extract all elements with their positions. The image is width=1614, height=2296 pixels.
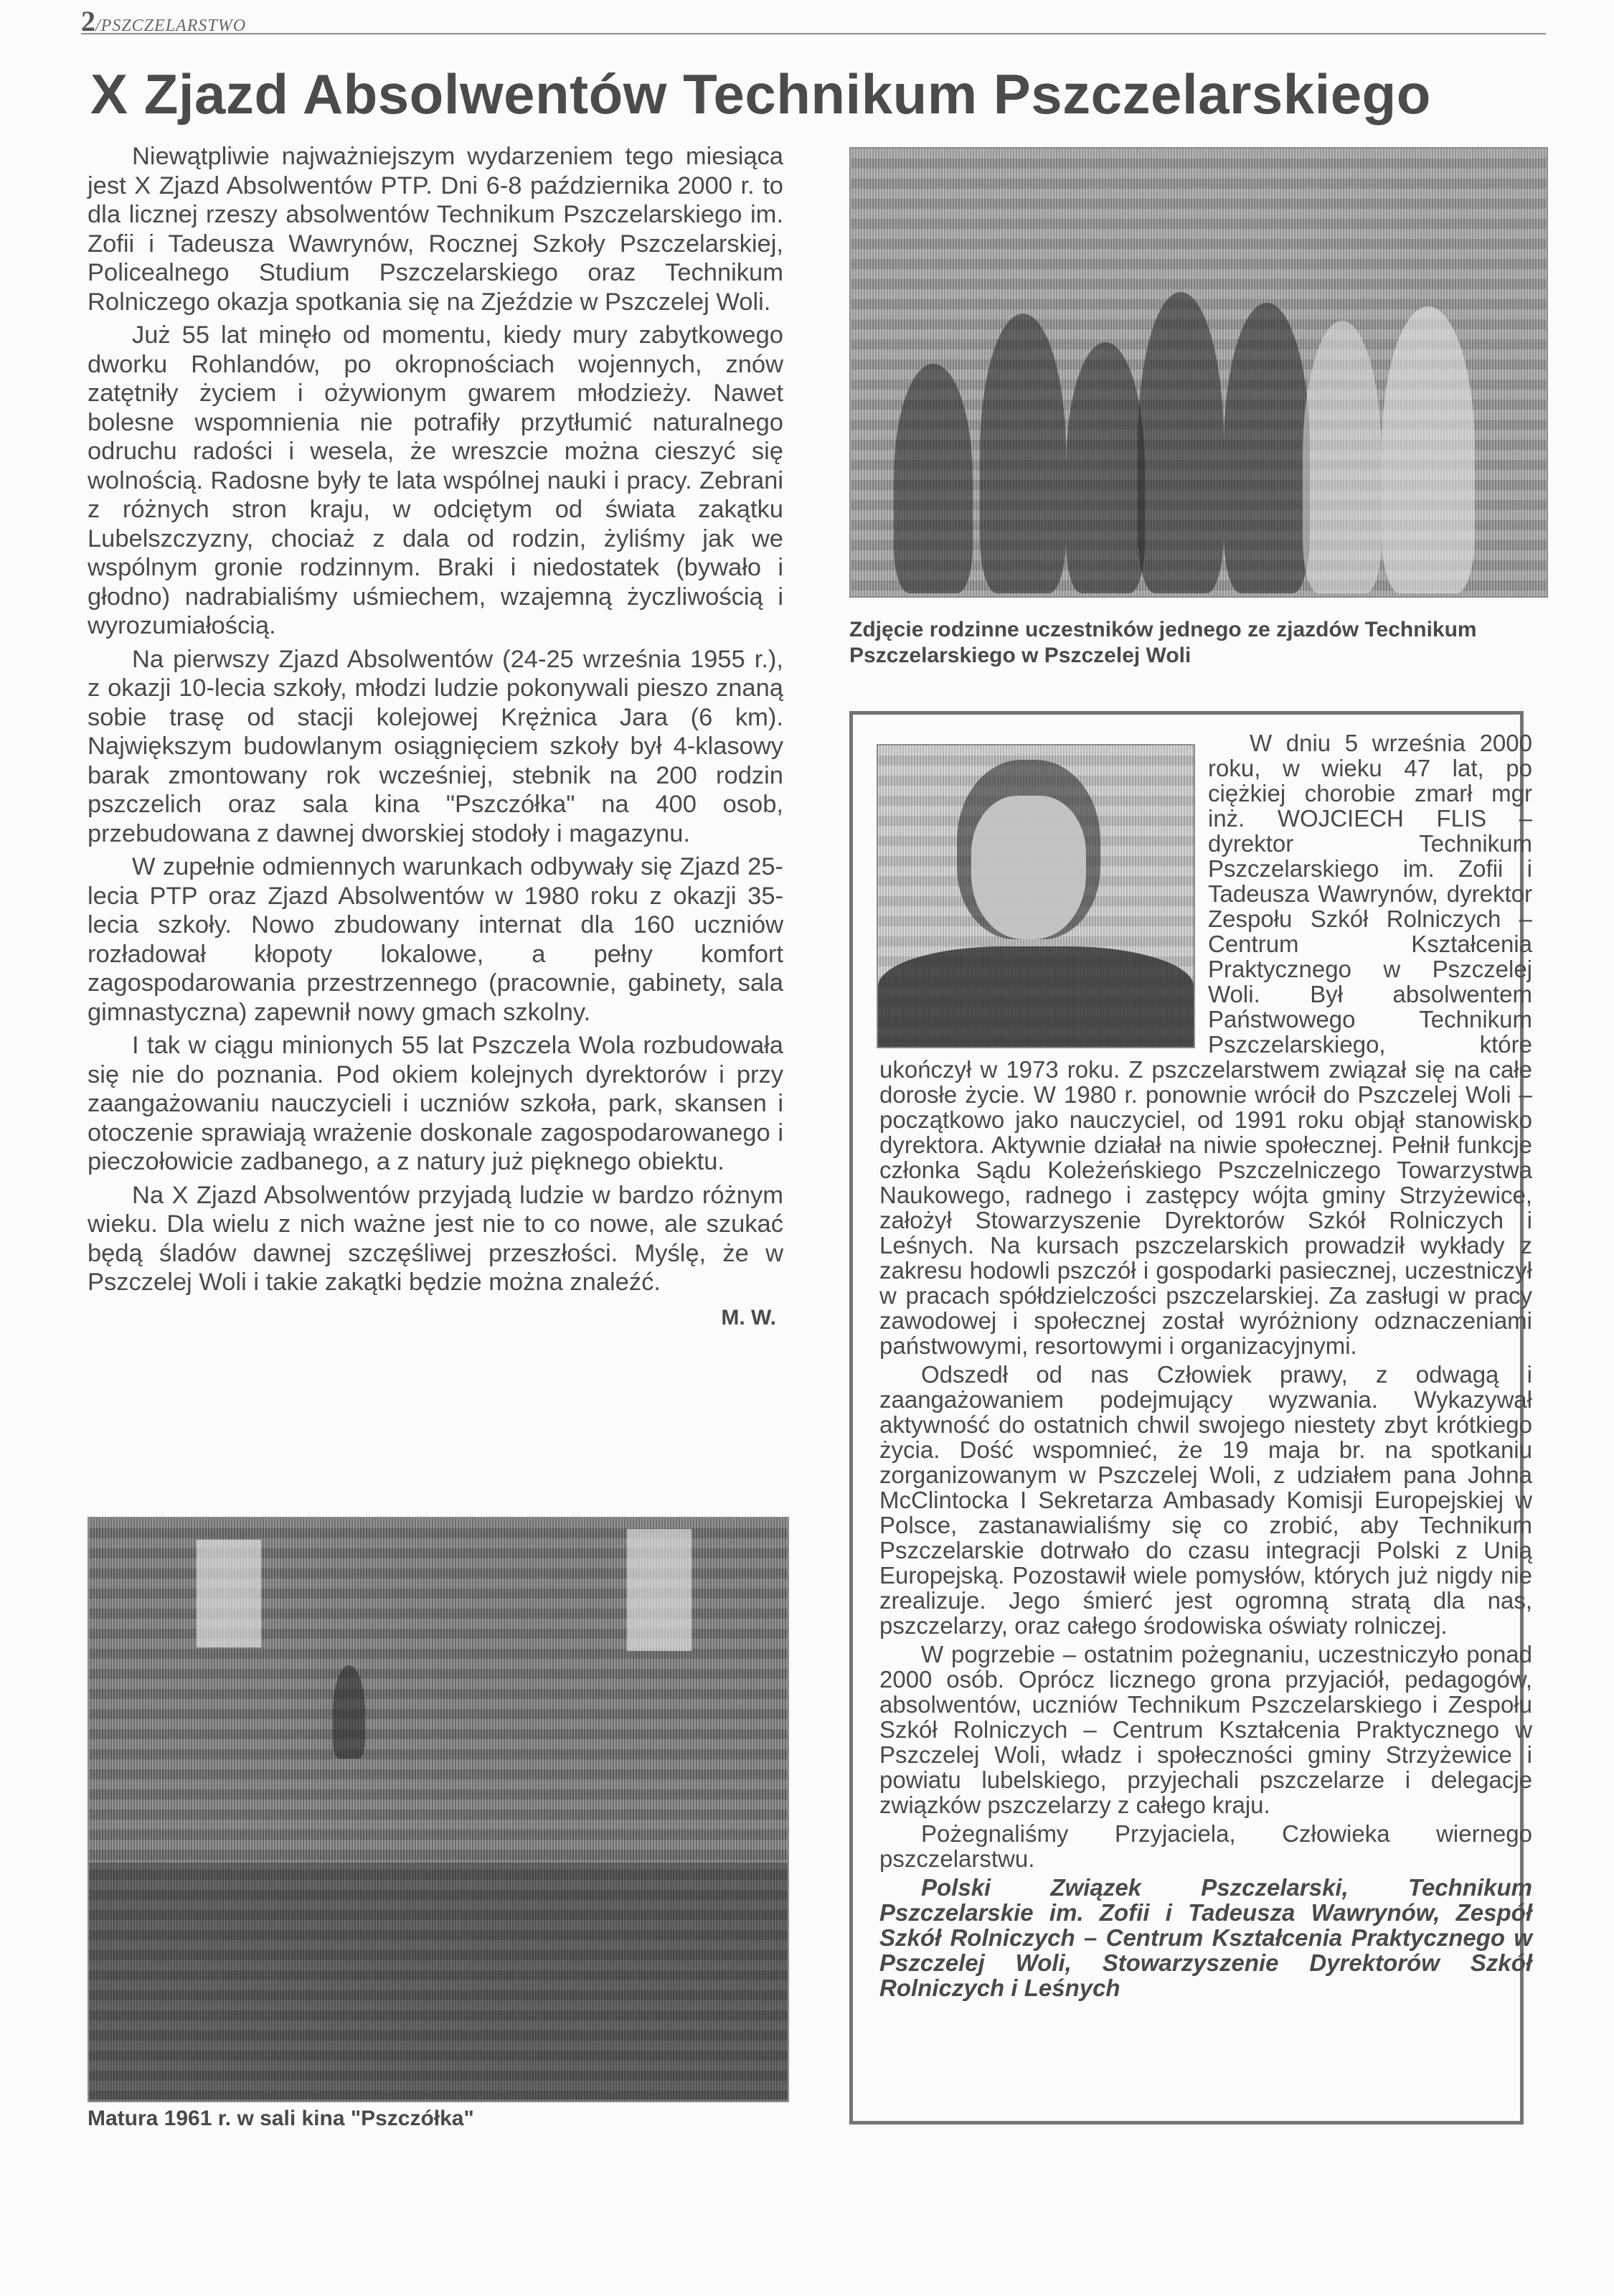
page-header <box>81 4 1546 37</box>
article-paragraph: Niewątpliwie najważniejszym wydarzeniem tego miesiąca jest X Zjazd Absolwentów PTP. Dni 6-8 października 2000 r. to dla licznej rzeszy absolwentów Technikum Pszczelarskiego im. Zofii i Tadeusza Wawrynów, Rocznej Szkoły Pszczelarskiej, Policealnego Studium Pszczelarskiego oraz Technikum Rolniczego okazja spotkania się na Zjeździe w Pszczelej Woli. <box>88 143 783 316</box>
teacher-silhouette <box>333 1665 365 1759</box>
matura-photo <box>88 1517 789 2102</box>
person-silhouette <box>1303 321 1382 593</box>
window <box>197 1540 261 1647</box>
desks-area <box>89 1863 788 2099</box>
article-paragraph: I tak w ciągu minionych 55 lat Pszczela Wola rozbudowała się nie do poznania. Pod okiem kolejnych dyrektorów i przy zaangażowaniu nauczycieli i uczniów szkoła, park, skansen i otoczenie sprawiają wrażenie doskonale zagospodarowanego i pieczołowicie zadbanego, a z natury już pięknego obiektu. <box>88 1032 783 1175</box>
article-paragraph: Już 55 lat minęło od momentu, kiedy mury zabytkowego dworku Rohlandów, po okropnościach wojennych, znów zatętniły życiem i ożywionym gwarem młodzieży. Nawet bolesne wspomnienia nie potrafiły przytłumić naturalnego odruchu radości i wesela, że wreszcie można cieszyć się wolnością. Radosne były te lata wspólnej nauki i pracy. Zebrani z różnych stron kraju, w odciętym od świata zakątku Lubelszczyzny, chociaż z dala od rodzin, żyliśmy jak we wspólnym gronie rodzinnym. Braki i niedostatek (bywało i głodno) nadrabialiśmy uśmiechem, wzajemną życzliwością i wyrozumiałością. <box>88 321 783 639</box>
person-silhouette <box>1224 303 1310 593</box>
obituary-paragraph: Pożegnaliśmy Przyjaciela, Człowieka wiernego pszczelarstwu. <box>879 1820 1532 1872</box>
article-paragraph: W zupełnie odmiennych warunkach odbywały się Zjazd 25-lecia PTP oraz Zjazd Absolwentów w 1980 roku z okazji 35-lecia szkoły. Nowo zbudowany internat dla 160 uczniów rozładował kłopoty lokalowe, a pełny komfort zagospodarowania przestrzennego (pracownie, gabinety, sala gimnastyczna) zapewnił nowy gmach szkolny. <box>88 853 783 1026</box>
person-silhouette <box>1382 306 1475 593</box>
article-body <box>88 142 783 1330</box>
obituary-paragraph: W dniu 5 września 2000 roku, w wieku 47 lat, po ciężkiej chorobie zmarł mgr inż. WOJCIECH FLIS – dyrektor Technikum Pszczelarskiego im. Zofii i Tadeusza Wawrynów, dyrektor Zespołu Szkół Rolniczych – Centrum Kształcenia Praktycznego w Pszczelej Woli. Był absolwentem Państwowego Technikum Pszczelarskiego, które ukończył w 1973 roku. Z pszczelarstwem związał się na całe dorosłe życie. W 1980 r. ponownie wrócił do Pszczelej Woli – początkowo jako nauczyciel, od 1991 roku objął stanowisko dyrektora. Aktywnie działał na niwie społecznej. Pełnił funkcje członka Sądu Koleżeńskiego Pszczelniczego Towarzystwa Naukowego, radnego i zastępcy wójta gminy Strzyżewice, założył Stowarzyszenie Dyrektorów Szkół Rolniczych i Leśnych. Na kursach pszczelarskich prowadził wykłady z zakresu hodowli pszczół i gospodarki pasiecznej, uczestniczył w pracach spółdzielczości pszczelarskiej. Za zasługi w pracy zawodowej i społecznej został wyróżniony odznaczeniami państwowymi, resortowymi i organizacyjnymi. <box>879 730 1532 1359</box>
obituary-text <box>879 730 1532 2004</box>
obituary-paragraph: W pogrzebie – ostatnim pożegnaniu, uczestniczyło ponad 2000 osób. Oprócz licznego grona przyjaciół, pedagogów, absolwentów, uczniów Technikum Pszczelarskiego i Zespołu Szkół Rolniczych – Centrum Kształcenia Praktycznego w Pszczelej Woli, władz i społeczności gminy Strzyżewice i powiatu lubelskiego, przyjechali pszczelarze i delegacje związków pszczelarzy z całego kraju. <box>879 1641 1532 1818</box>
matura-photo-caption: Matura 1961 r. w sali kina "Pszczółka" <box>88 2107 474 2130</box>
obituary-paragraph: Odszedł od nas Człowiek prawy, z odwagą i zaangażowaniem podejmujący wyzwania. Wykazywał aktywność do ostatnich chwil swojego niestety zbyt krótkiego życia. Dość wspomnieć, że 19 maja br. na spotkaniu zorganizowanym w Pszczelej Woli, z udziałem pana Johna McClintocka I Sekretarza Ambasady Komisji Europejskiej w Polsce, zastanawialiśmy się co zrobić, aby Technikum Pszczelarskie dotrwało do czasu integracji Polski z Unią Europejską. Pozostawił wiele pomysłów, których już nigdy nie zrealizuje. Jego śmierć jest ogromną stratą dla nas, pszczelarzy, oraz całego środowiska oświaty rolniczej. <box>879 1361 1532 1639</box>
page-number: 2 <box>81 5 95 37</box>
article-paragraph: Na X Zjazd Absolwentów przyjadą ludzie w bardzo różnym wieku. Dla wielu z nich ważne jest nie to co nowe, ale szukać będą śladów dawnej szczęśliwej przeszłości. Myślę, że w Pszczelej Woli i takie zakątki będzie można znaleźć. <box>88 1181 783 1296</box>
article-paragraph: Na pierwszy Zjazd Absolwentów (24-25 września 1955 r.), z okazji 10-lecia szkoły, młodzi ludzie pokonywali pieszo znaną sobie trasę od stacji kolejowej Krężnica Jara (6 km). Największym budowlanym osiągnięciem szkoły był 4-klasowy barak zmontowany rok wcześniej, stebnik na 200 rodzin pszczelich oraz sala kina "Pszczółka" na 400 osob, przebudowana z dawnej dworskiej stodoły i magazynu. <box>88 645 783 847</box>
person-silhouette <box>1066 342 1145 593</box>
portrait-spacer <box>879 730 1208 1046</box>
person-silhouette <box>980 314 1066 593</box>
obituary-signature: Polski Związek Pszczelarski, Technikum Pszczelarskie im. Zofii i Tadeusza Wawrynów, Zespół Szkół Rolniczych – Centrum Kształcenia Praktycznego w Pszczelej Woli, Stowarzyszenie Dyrektorów Szkół Rolniczych i Leśnych <box>879 1874 1532 2001</box>
window <box>627 1529 692 1651</box>
group-photo-caption: Zdjęcie rodzinne uczestników jednego ze zjazdów Technikum Pszczelarskiego w Pszczelej Woli <box>849 618 1477 667</box>
article-title: X Zjazd Absolwentów Technikum Pszczelarskiego <box>90 62 1431 126</box>
person-silhouette <box>1138 292 1224 593</box>
magazine-name: /PSZCZELARSTWO <box>95 17 247 35</box>
group-photo <box>849 147 1548 598</box>
person-silhouette <box>894 364 973 593</box>
article-signature: M. W. <box>721 1305 776 1330</box>
